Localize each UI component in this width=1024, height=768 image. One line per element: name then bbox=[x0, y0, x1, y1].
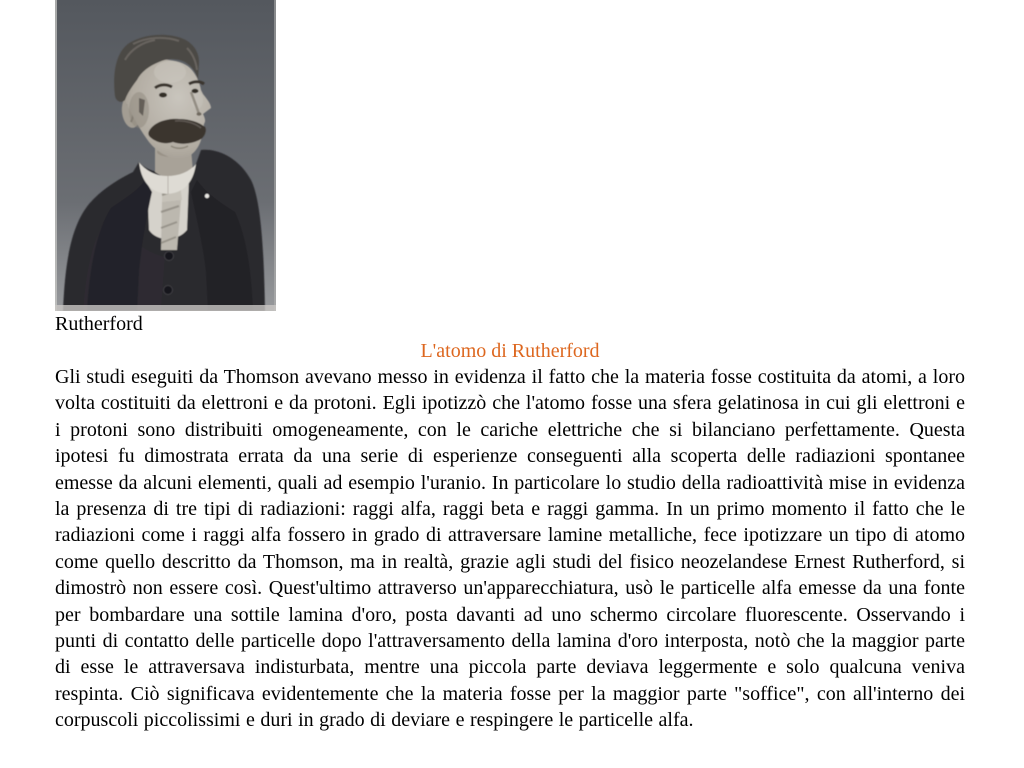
page-title: L'atomo di Rutherford bbox=[420, 340, 600, 362]
article-paragraph: Gli studi eseguiti da Thomson avevano messo in evidenza il fatto che la materia fosse costituita da atomi, a loro volta costituiti da elettroni e da protoni. Egli ipotizzò che l'atomo fosse una sfera gelatinosa in cui gli elettroni e i protoni sono distribuiti omogeneamente, con le cariche elettriche che si bilanciano perfettamente. Questa ipotesi fu dimostrata errata da una serie di esperienze conseguenti alla scoperta delle radiazioni spontanee emesse da alcuni elementi, quali ad esempio l'uranio. In particolare lo studio della radioattività mise in evidenza la presenza di tre tipi di radiazioni: raggi alfa, raggi beta e raggi gamma. In un primo momento il fatto che le radiazioni come i raggi alfa fossero in grado di attraversare lamine metalliche, fece ipotizzare un tipo di atomo come quello descritto da Thomson, ma in realtà, grazie agli studi del fisico neozelandese Ernest Rutherford, si dimostrò non essere così. Quest'ultimo attraverso un'apparecchiatura, usò le particelle alfa emesse da una fonte per bombardare una sottile lamina d'oro, posta davanti ad uno schermo circolare fluorescente. Osservando i punti di contatto delle particelle dopo l'attraversamento della lamina d'oro interposta, notò che la maggior parte di esse le attraversava indisturbata, mentre una piccola parte deviava leggermente e solo qualcuna veniva respinta. Ciò significava evidentemente che la materia fosse per la maggior parte "soffice", con all'interno dei corpuscoli piccolissimi e duri in grado di deviare e respingere le particelle alfa. bbox=[55, 366, 965, 732]
rutherford-photo bbox=[55, 0, 276, 311]
document-page bbox=[55, 0, 965, 734]
rutherford-portrait-image bbox=[55, 0, 276, 311]
photo-caption: Rutherford bbox=[55, 313, 143, 335]
